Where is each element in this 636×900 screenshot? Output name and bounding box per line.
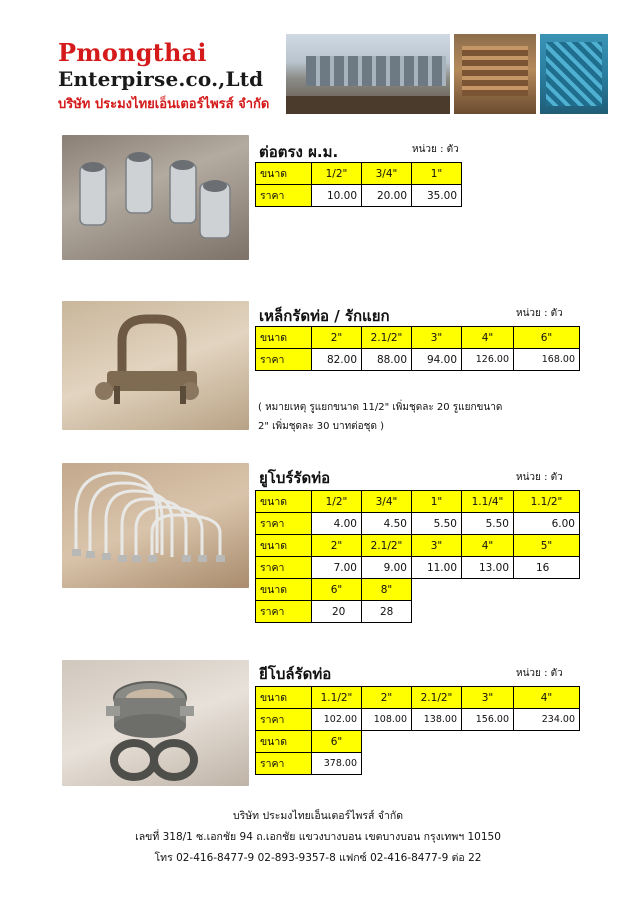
size-cell: 1/2" (312, 491, 362, 513)
size-cell: 3/4" (362, 491, 412, 513)
footer-address: เลขที่ 318/1 ซ.เอกชัย 94 ถ.เอกชัย แขวงบางบอน เขตบางบอน กรุงเทพฯ 10150 (135, 831, 501, 843)
size-row (256, 327, 580, 349)
product-title: เหล็กรัดท่อ / รักแยก (259, 307, 390, 325)
size-cell: 1/2" (312, 163, 362, 185)
price-cell: 234.00 (514, 709, 580, 731)
size-cell: 4" (514, 687, 580, 709)
size-cell: 5" (514, 535, 580, 557)
note-line: 2" เพิ่มชุดละ 30 บาทต่อชุด ) (258, 421, 385, 432)
size-label: ขนาด (256, 163, 312, 185)
unit-label: หน่วย : ตัว (412, 144, 459, 155)
company-name-line2: Enterpirse.co.,Ltd (58, 67, 264, 91)
size-row (256, 535, 580, 557)
price-cell: 20 (312, 601, 362, 623)
price-cell: 6.00 (514, 513, 580, 535)
price-cell: 108.00 (362, 709, 412, 731)
price-cell: 16 (514, 557, 580, 579)
header-photo-strip (286, 34, 608, 114)
price-row (256, 185, 462, 207)
size-cell: 2.1/2" (362, 535, 412, 557)
size-row (256, 163, 462, 185)
price-label: ราคา (256, 349, 312, 371)
price-row (256, 349, 580, 371)
size-cell: 1.1/2" (312, 687, 362, 709)
price-table (255, 326, 580, 371)
product-title: ยีโบล์รัดท่อ (259, 665, 332, 683)
building-photo (286, 34, 450, 114)
price-row (256, 557, 580, 579)
empty-cell (412, 601, 580, 623)
price-cell: 102.00 (312, 709, 362, 731)
price-table (255, 490, 580, 623)
empty-cell (412, 579, 580, 601)
price-row (256, 709, 580, 731)
price-cell: 4.50 (362, 513, 412, 535)
price-cell: 82.00 (312, 349, 362, 371)
price-cell: 378.00 (312, 753, 362, 775)
price-label: ราคา (256, 709, 312, 731)
size-cell: 2.1/2" (362, 327, 412, 349)
price-cell: 13.00 (462, 557, 514, 579)
price-cell: 7.00 (312, 557, 362, 579)
size-row (256, 579, 580, 601)
company-name-thai: บริษัท ประมงไทยเอ็นเตอร์ไพรส์ จำกัด (58, 97, 270, 112)
price-cell: 5.50 (462, 513, 514, 535)
footer (0, 806, 636, 869)
size-cell: 3" (462, 687, 514, 709)
size-cell: 3/4" (362, 163, 412, 185)
footer-company-name: บริษัท ประมงไทยเอ็นเตอร์ไพรส์ จำกัด (232, 810, 404, 822)
size-cell: 2.1/2" (412, 687, 462, 709)
product-photo-u-bolt (62, 463, 249, 588)
price-table (255, 686, 580, 775)
size-label: ขนาด (256, 491, 312, 513)
price-cell: 5.50 (412, 513, 462, 535)
size-cell: 1.1/2" (514, 491, 580, 513)
price-row (256, 753, 580, 775)
product-photo-flange-clamp (62, 660, 249, 786)
price-cell: 94.00 (412, 349, 462, 371)
size-cell: 6" (312, 579, 362, 601)
note (258, 398, 502, 436)
size-cell: 2" (312, 327, 362, 349)
unit-label: หน่วย : ตัว (516, 308, 563, 319)
footer-phone: โทร 02-416-8477-9 02-893-9357-8 แฟกซ์ 02-416-8477-9 ต่อ 22 (154, 852, 482, 864)
size-row (256, 491, 580, 513)
empty-cell (362, 753, 580, 775)
size-cell: 2" (312, 535, 362, 557)
product-title: ต่อตรง ผ.ม. (259, 143, 339, 161)
size-row (256, 731, 580, 753)
company-logo (58, 40, 269, 114)
size-label: ขนาด (256, 535, 312, 557)
product-title: ยูโบร์รัดท่อ (259, 469, 331, 487)
size-label: ขนาด (256, 327, 312, 349)
price-cell: 28 (362, 601, 412, 623)
unit-label: หน่วย : ตัว (516, 668, 563, 679)
price-cell: 35.00 (412, 185, 462, 207)
price-cell: 126.00 (462, 349, 514, 371)
price-table (255, 162, 462, 207)
size-cell: 1.1/4" (462, 491, 514, 513)
unit-label: หน่วย : ตัว (516, 472, 563, 483)
price-label: ราคา (256, 557, 312, 579)
price-cell: 168.00 (514, 349, 580, 371)
size-label: ขนาด (256, 579, 312, 601)
size-row (256, 687, 580, 709)
price-label: ราคา (256, 513, 312, 535)
price-row (256, 601, 580, 623)
size-cell: 4" (462, 535, 514, 557)
price-cell: 138.00 (412, 709, 462, 731)
warehouse-photo (454, 34, 536, 114)
note-line: ( หมายเหตุ รูแยกขนาด 11/2" เพิ่มชุดละ 20 รูแยกขนาด (258, 402, 503, 413)
size-cell: 6" (514, 327, 580, 349)
product-photo-pipe-clamp (62, 301, 249, 430)
size-label: ขนาด (256, 687, 312, 709)
size-cell: 8" (362, 579, 412, 601)
size-cell: 1" (412, 491, 462, 513)
product-photo-straight-coupling (62, 135, 249, 260)
price-label: ราคา (256, 185, 312, 207)
price-cell: 4.00 (312, 513, 362, 535)
price-label: ราคา (256, 753, 312, 775)
price-cell: 9.00 (362, 557, 412, 579)
size-cell: 3" (412, 327, 462, 349)
size-cell: 1" (412, 163, 462, 185)
price-cell: 10.00 (312, 185, 362, 207)
price-cell: 11.00 (412, 557, 462, 579)
size-cell: 4" (462, 327, 514, 349)
price-cell: 88.00 (362, 349, 412, 371)
price-cell: 156.00 (462, 709, 514, 731)
size-label: ขนาด (256, 731, 312, 753)
size-cell: 6" (312, 731, 362, 753)
price-row (256, 513, 580, 535)
company-name-line1: Pmongthai (58, 38, 207, 67)
empty-cell (362, 731, 580, 753)
size-cell: 3" (412, 535, 462, 557)
price-cell: 20.00 (362, 185, 412, 207)
price-label: ราคา (256, 601, 312, 623)
size-cell: 2" (362, 687, 412, 709)
equipment-photo (540, 34, 608, 114)
